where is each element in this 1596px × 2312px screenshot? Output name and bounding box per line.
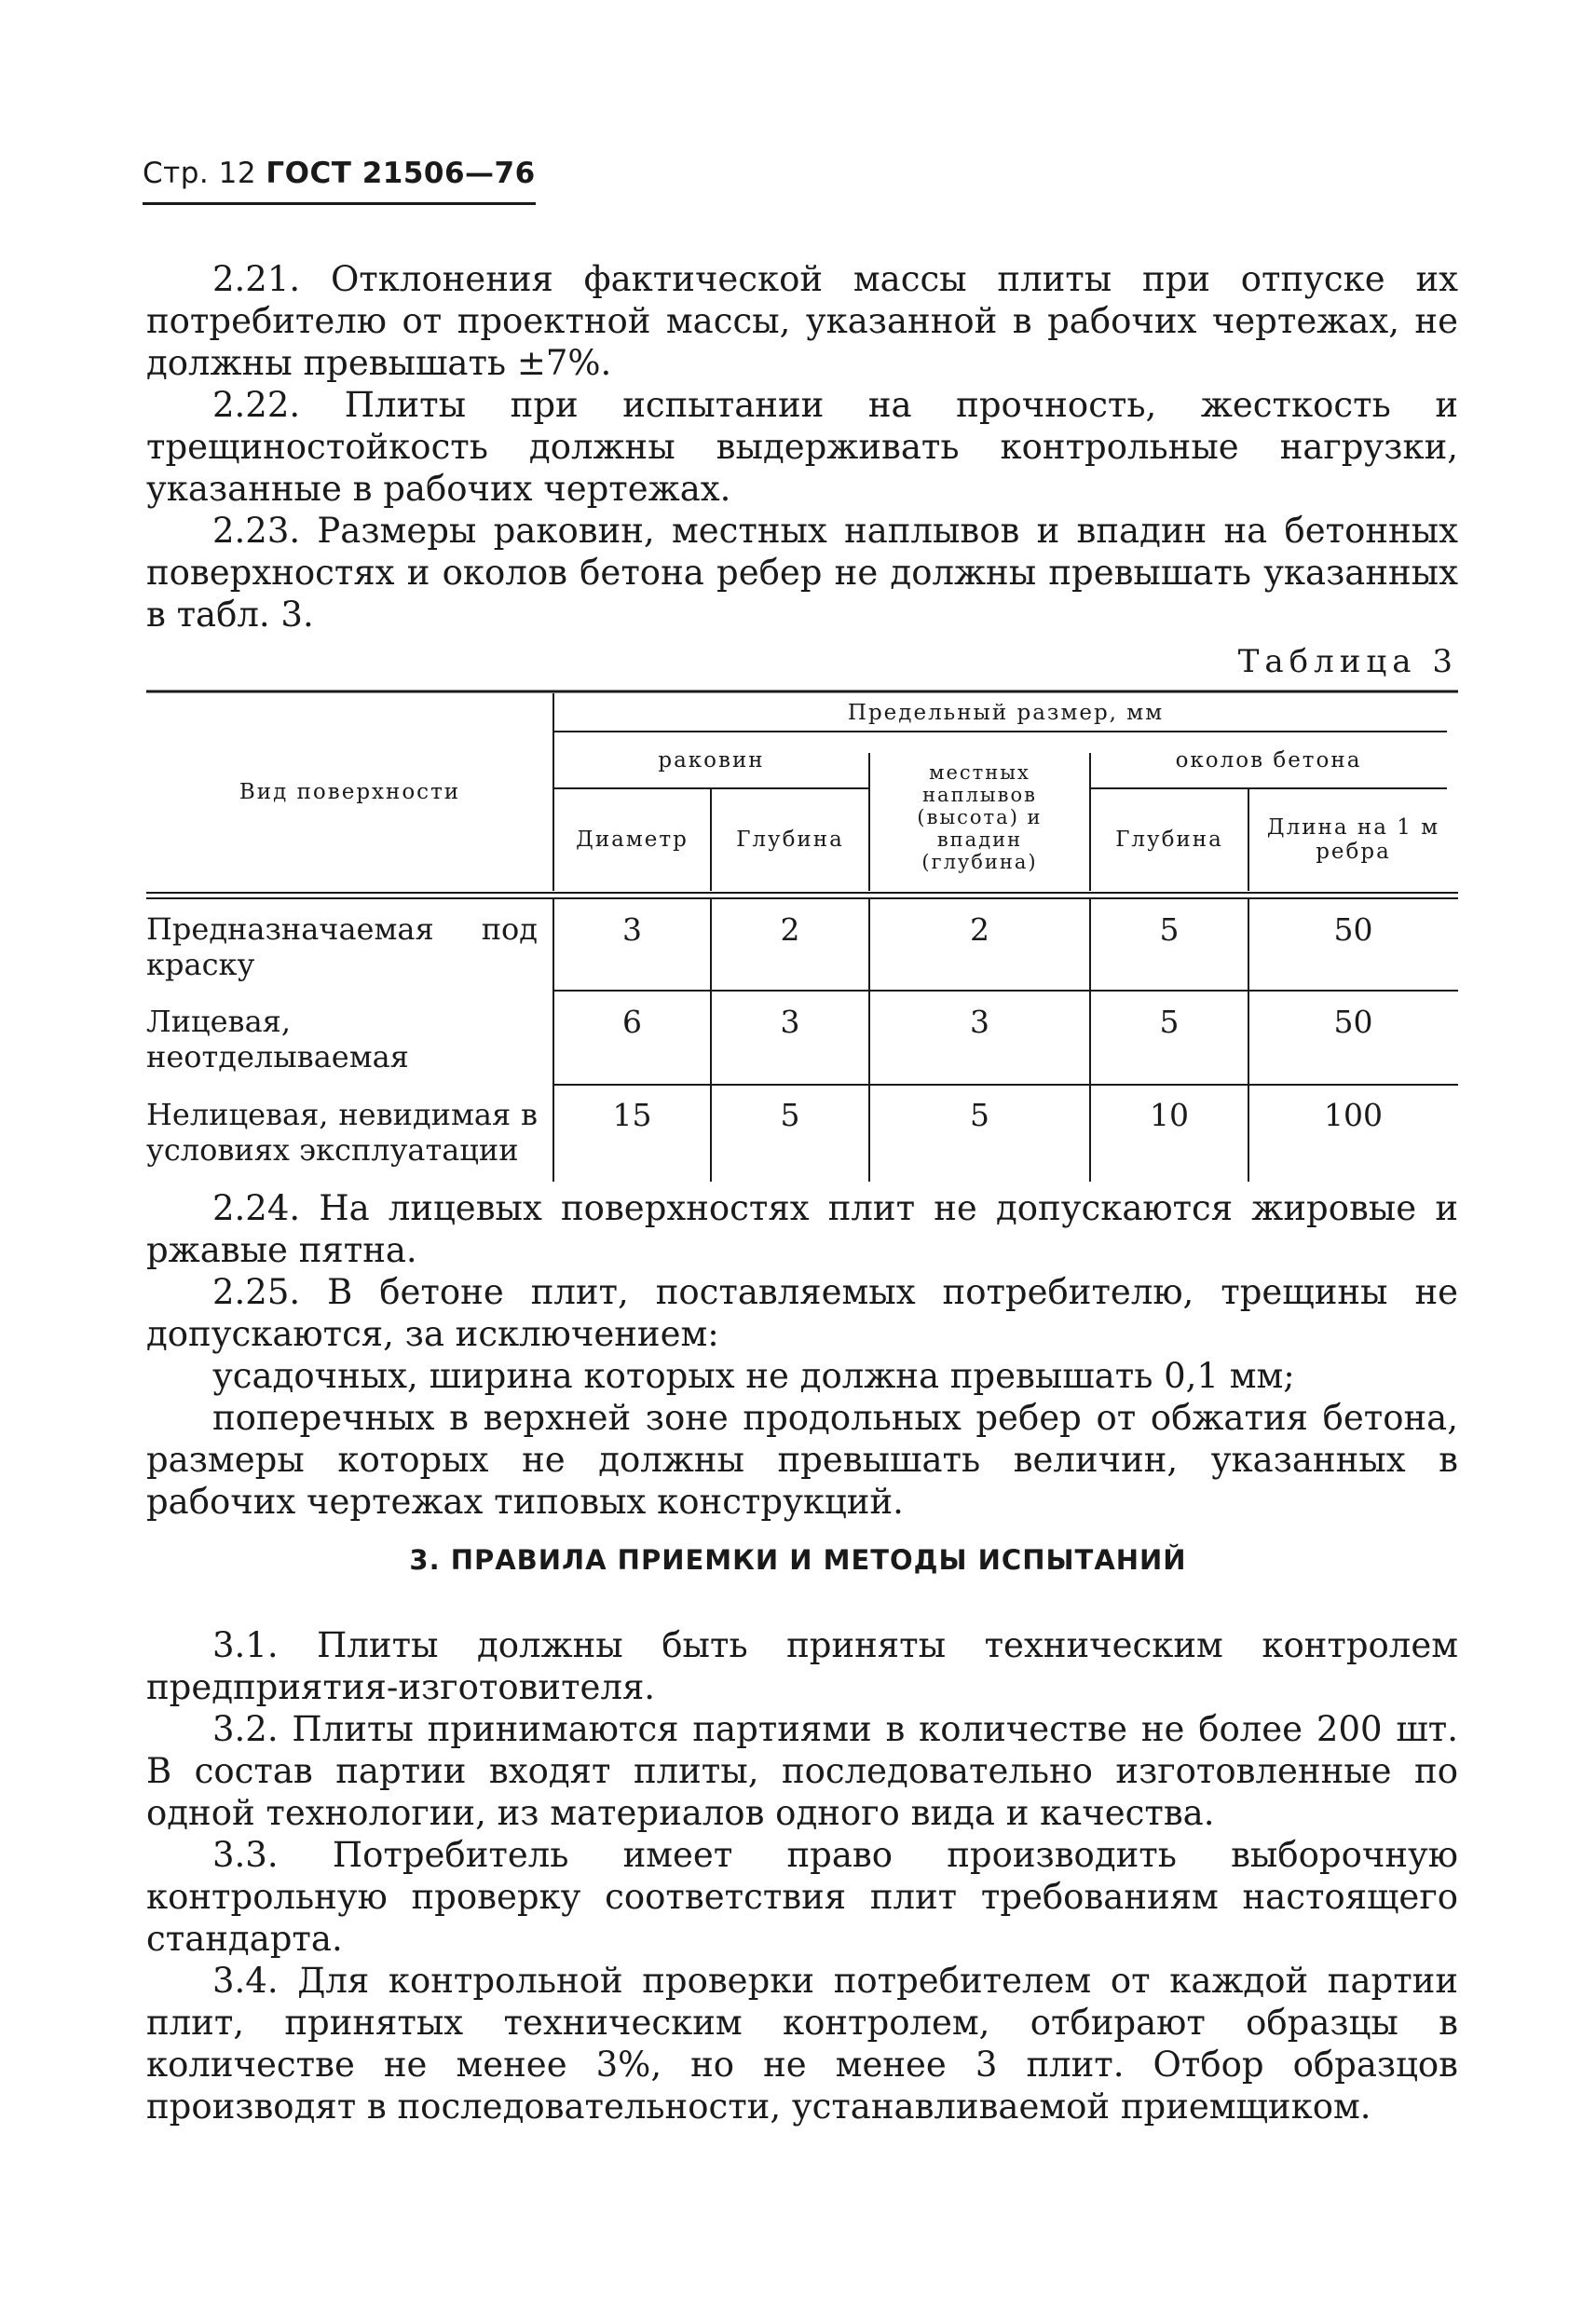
header-local-bumps: местных наплывов (высота) и впадин (глубина) xyxy=(917,761,1043,873)
paragraph-3-1: 3.1. Плиты должны быть приняты техническим контролем предприятия-изготовителя. xyxy=(146,1625,1458,1707)
paragraphs-top xyxy=(146,258,1458,636)
paragraph-transverse: поперечных в верхней зоне продольных ребер от обжатия бетона, размеры которых не должны превышать величин, указанных в рабочих чертежах типовых конструкций. xyxy=(146,1398,1458,1522)
paragraphs-middle xyxy=(146,1187,1458,1523)
row-label: Предназначаемая под краску xyxy=(146,911,538,982)
row-1-diameter: 3 xyxy=(622,911,642,948)
header-surface: Вид поверхности xyxy=(239,780,461,804)
row-3-diameter: 15 xyxy=(612,1097,652,1133)
header-chips: околов бетона xyxy=(1175,747,1362,773)
table-caption: Таблица 3 xyxy=(1237,643,1458,680)
header-chip-length: Длина на 1 м ребра xyxy=(1266,815,1440,864)
paragraph-2-23: 2.23. Размеры раковин, местных наплывов и впадин на бетонных поверхностях и околов бетона ребер не должны превышать указанных в табл. 3. xyxy=(146,511,1458,635)
row-2-local: 3 xyxy=(970,1004,989,1040)
row-3-chip-depth: 10 xyxy=(1150,1097,1189,1133)
paragraph-3-4: 3.4. Для контрольной проверки потребителем от каждой партии плит, принятых техническим контролем, отбирают образцы в количестве не менее 3%, но не менее 3 плит. Отбор образцов производят в последовательности, устанавливаемой приемщиком. xyxy=(146,1961,1458,2127)
row-3-chip-length: 100 xyxy=(1324,1097,1383,1133)
row-2-diameter: 6 xyxy=(622,1004,642,1040)
row-2-chip-length: 50 xyxy=(1333,1004,1373,1040)
row-label: Нелицевая, невидимая в условиях эксплуатации xyxy=(146,1097,538,1168)
page-number: Стр. 12 xyxy=(143,157,257,190)
row-1-local: 2 xyxy=(970,911,989,948)
page-header xyxy=(143,157,536,190)
row-1-depth: 2 xyxy=(780,911,800,948)
paragraph-3-2: 3.2. Плиты принимаются партиями в количестве не более 200 шт. В состав партии входят плиты, последовательно изготовленные по одной технологии, из материалов одного вида и качества. xyxy=(146,1709,1458,1833)
paragraph-2-22: 2.22. Плиты при испытании на прочность, жесткость и трещиностойкость должны выдерживать контрольные нагрузки, указанные в рабочих чертежах. xyxy=(146,385,1458,509)
header-chip-depth: Глубина xyxy=(1115,828,1223,852)
row-label: Лицевая, неотделываемая xyxy=(146,1004,409,1074)
header-rule xyxy=(143,202,536,205)
header-shells: раковин xyxy=(658,747,765,773)
row-3-depth: 5 xyxy=(780,1097,800,1133)
section-title: 3. ПРАВИЛА ПРИЕМКИ И МЕТОДЫ ИСПЫТАНИЙ xyxy=(409,1544,1187,1576)
row-2-chip-depth: 5 xyxy=(1159,1004,1180,1040)
paragraphs-bottom xyxy=(146,1624,1458,2127)
header-diameter: Диаметр xyxy=(576,828,689,852)
row-3-local: 5 xyxy=(970,1097,989,1133)
row-1-chip-depth: 5 xyxy=(1159,911,1180,948)
paragraph-shrinkage: усадочных, ширина которых не должна превышать 0,1 мм; xyxy=(212,1356,1295,1396)
header-depth: Глубина xyxy=(736,828,844,852)
header-limit-size: Предельный размер, мм xyxy=(847,700,1165,725)
standard-code: ГОСТ 21506—76 xyxy=(266,157,536,190)
paragraph-2-24: 2.24. На лицевых поверхностях плит не допускаются жировые и ржавые пятна. xyxy=(146,1188,1458,1270)
paragraph-2-21: 2.21. Отклонения фактической массы плиты при отпуске их потребителю от проектной массы, указанной в рабочих чертежах, не должны превышать ±7%. xyxy=(146,259,1458,383)
row-1-chip-length: 50 xyxy=(1333,911,1373,948)
paragraph-3-3: 3.3. Потребитель имеет право производить выборочную контрольную проверку соответствия плит требованиям настоящего стандарта. xyxy=(146,1835,1458,1959)
paragraph-2-25: 2.25. В бетоне плит, поставляемых потребителю, трещины не допускаются, за исключением: xyxy=(146,1272,1458,1354)
table-3 xyxy=(146,690,1458,1182)
row-2-depth: 3 xyxy=(780,1004,800,1040)
